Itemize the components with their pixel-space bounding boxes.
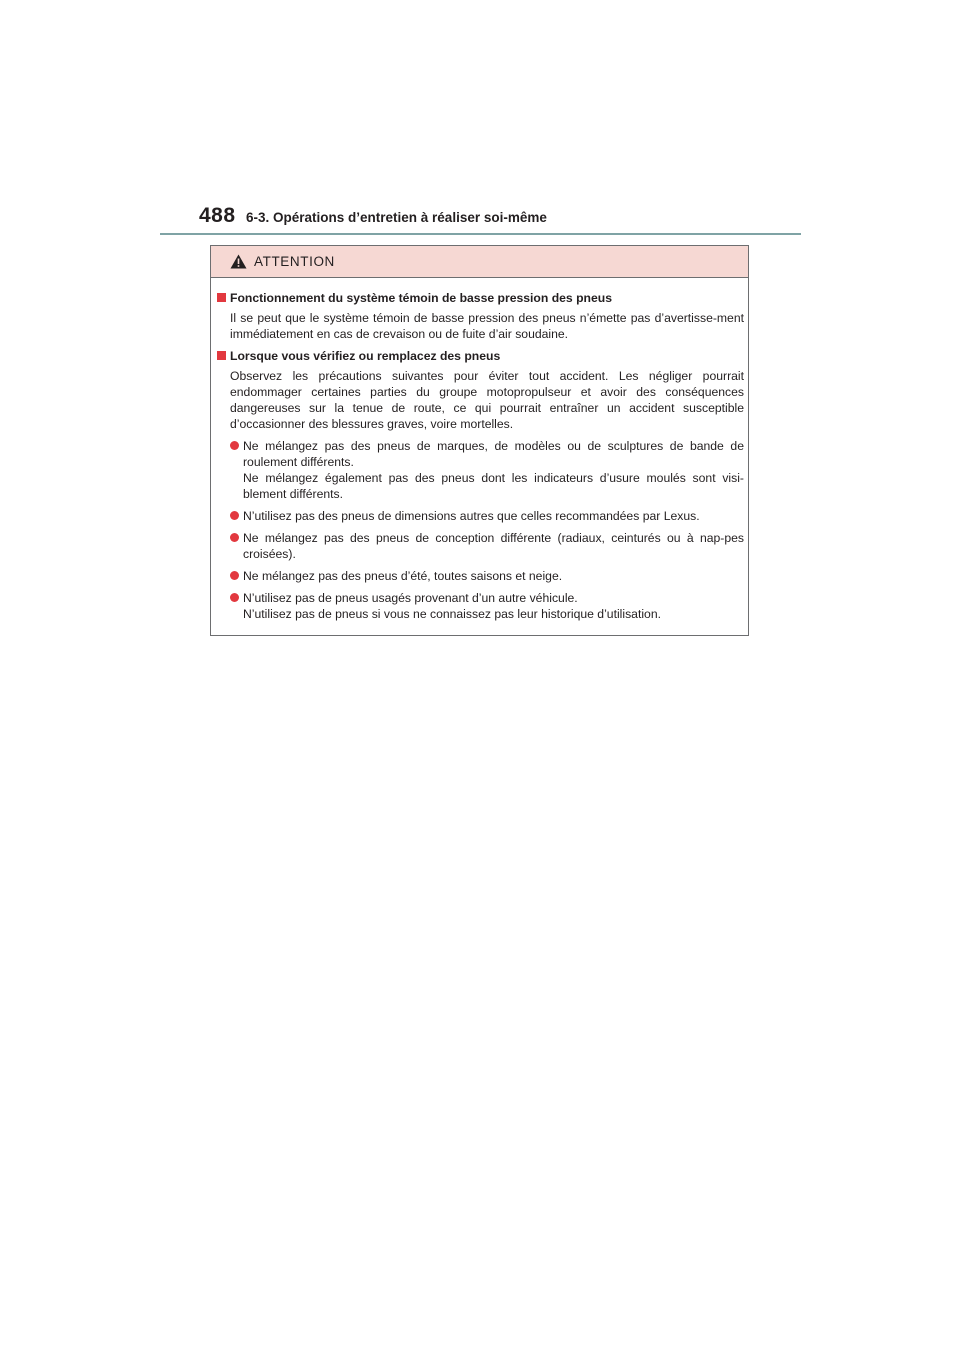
page-number: 488 bbox=[199, 204, 236, 227]
section-heading: Fonctionnement du système témoin de basse pression des pneus bbox=[217, 290, 744, 306]
caution-content bbox=[217, 290, 744, 622]
caution-box bbox=[210, 245, 749, 636]
paragraph: Observez les précautions suivantes pour éviter tout accident. Les négliger pourrait endommager certaines parties du groupe motopropulseur et avoir des conséquences dangereuses sur la tenue de route, ce qui pourrait entraîner un accident susceptible d’occasionner des blessures graves, voire mortelles. bbox=[230, 369, 744, 431]
square-bullet-icon bbox=[217, 293, 226, 302]
list-item: Ne mélangez pas des pneus de marques, de modèles ou de sculptures de bande de roulement différents. Ne mélangez également pas des pneus dont les indicateurs d’usure moulés sont visi-blement différents. bbox=[217, 438, 744, 502]
round-bullet-icon bbox=[230, 511, 239, 520]
caution-header bbox=[211, 246, 748, 278]
round-bullet-icon bbox=[230, 441, 239, 450]
square-bullet-icon bbox=[217, 351, 226, 360]
header-rule bbox=[160, 233, 801, 235]
list-item: Ne mélangez pas des pneus de conception différente (radiaux, ceinturés ou à nap-pes croisées). bbox=[217, 530, 744, 562]
paragraph: Il se peut que le système témoin de basse pression des pneus n’émette pas d’avertisse-ment immédiatement en cas de crevaison ou de fuite d’air soudaine. bbox=[230, 311, 744, 341]
section-heading: Lorsque vous vérifiez ou remplacez des pneus bbox=[217, 348, 744, 364]
round-bullet-icon bbox=[230, 571, 239, 580]
caution-label: ATTENTION bbox=[254, 254, 335, 269]
warning-triangle-icon bbox=[230, 254, 247, 269]
page-header bbox=[199, 204, 801, 234]
section-title: 6-3. Opérations d’entretien à réaliser soi-même bbox=[246, 210, 547, 225]
round-bullet-icon bbox=[230, 593, 239, 602]
list-item: Ne mélangez pas des pneus d’été, toutes saisons et neige. bbox=[217, 568, 744, 584]
round-bullet-icon bbox=[230, 533, 239, 542]
list-item: N’utilisez pas des pneus de dimensions autres que celles recommandées par Lexus. bbox=[217, 508, 744, 524]
list-item: N’utilisez pas de pneus usagés provenant d’un autre véhicule. N’utilisez pas de pneus si vous ne connaissez pas leur historique d’utilisation. bbox=[217, 590, 744, 622]
